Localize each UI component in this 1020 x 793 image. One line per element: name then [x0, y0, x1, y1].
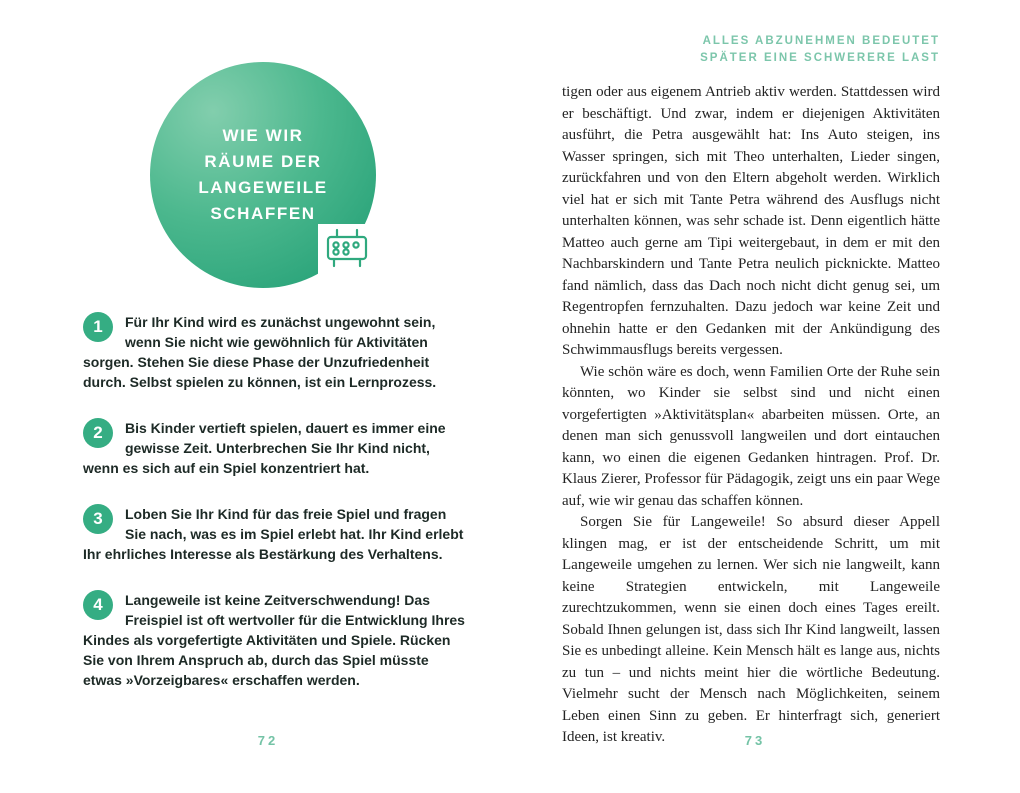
tip-item	[83, 504, 465, 564]
tip-item	[83, 312, 465, 392]
tip-text: Für Ihr Kind wird es zunächst ungewohnt sein, wenn Sie nicht wie gewöhnlich für Aktivitäten sorgen. Stehen Sie diese Phase der Unzufriedenheit durch. Selbst spielen zu können, ist ein Lernprozess.	[83, 314, 437, 390]
tip-text: Bis Kinder vertieft spielen, dauert es immer eine gewisse Zeit. Unterbrechen Sie Ihr Kind nicht, wenn es sich auf ein Spiel konzentriert hat.	[83, 420, 446, 476]
page-number-right: 73	[744, 733, 766, 748]
running-head-line: ALLES ABZUNEHMEN BEDEUTET	[702, 35, 940, 47]
running-head-line: SPÄTER EINE SCHWERERE LAST	[700, 52, 940, 64]
body-paragraph: Wie schön wäre es doch, wenn Familien Orte der Ruhe sein könnten, wo Kinder sie selbst sind und nicht einen vorgefertigten »Aktivitätsplan« abarbeiten müssen. Orte, an denen man sich genussvoll langweilen und dort eintauchen kann, wo einen die eigenen Gedanken hintragen. Prof. Dr. Klaus Zierer, Professor für Pädagogik, zeigt uns ein paar Wege auf, wie wir genau das schaffen können.	[562, 363, 940, 509]
tip-number-badge: 2	[83, 418, 113, 448]
tip-text: Langeweile ist keine Zeitverschwendung! Das Freispiel ist oft wertvoller für die Entwicklung Ihres Kindes als vorgefertigte Aktivitäten und Spiele. Rücken Sie von Ihrem Anspruch ab, durch das Spiel müsste etwas »Vorzeigbares« erschaffen werden.	[83, 592, 465, 688]
tip-item	[83, 418, 465, 478]
body-paragraph: tigen oder aus eigenem Antrieb aktiv werden. Stattdessen wird er beschäftigt. Und zwar, indem er diejenigen Aktivitäten ausführt, die Petra ausgewählt hat: Ins Auto steigen, ins Wasser springen, sich mit Theo unterhalten, Lieder singen, zurückfahren und von den Eltern abgeholt werden. Wirklich viel hat er sich mit Tante Petra während des Ausflugs nicht unterhalten können, was sehr schade ist. Denn eigentlich hätte Matteo auch gerne am Tipi weitergebaut, in dem er mit den Nachbarskindern und Tante Petra neulich picknickte. Matteo fand nämlich, dass das Dach noch nicht dicht genug sei, um Regentropfen fernzuhalten. Dazu jedoch war keine Zeit und ohnehin hatte er den Gedanken mit der Ankündigung des Schwimmausflugs bereits vergessen.	[562, 84, 940, 358]
tip-number-badge: 3	[83, 504, 113, 534]
tip-number-badge: 4	[83, 590, 113, 620]
tip-text: Loben Sie Ihr Kind für das freie Spiel und fragen Sie nach, was es im Spiel erlebt hat. Ihr Kind erlebt Ihr ehrliches Interesse als Bestärkung des Verhaltens.	[83, 506, 464, 562]
body-text-column	[562, 82, 940, 749]
tip-number-badge: 1	[83, 312, 113, 342]
page-number-left: 72	[257, 733, 279, 748]
tips-list	[83, 312, 465, 716]
running-head	[560, 33, 940, 67]
abacus-icon	[318, 224, 376, 277]
tip-item	[83, 590, 465, 690]
body-paragraph: Sorgen Sie für Langeweile! So absurd dieser Appell klingen mag, er ist der entscheidende Schritt, um mit Langeweile umgehen zu lernen. Wer sich nie langweilt, kann keine Strategien entwickeln, mit Langeweile zurechtzukommen, wenn sie einen doch eines Tages ereilt. Sobald Ihnen gelungen ist, dass sich Ihr Kind langweilt, lassen Sie es unbedingt alleine. Kein Mensch hält es lange aus, nichts zu tun – und nichts meint hier die wörtliche Bedeutung. Vielmehr sucht der Mensch nach Möglichkeiten, seinem Leben einen Sinn zu geben. Er hinterfragt sich, generiert Ideen, ist kreativ.	[562, 514, 940, 745]
chapter-title-line: WIE WIR	[222, 126, 304, 145]
chapter-title-line: RÄUME DER	[204, 152, 322, 171]
chapter-title-line: SCHAFFEN	[210, 204, 316, 223]
chapter-title-line: LANGEWEILE	[198, 178, 328, 197]
